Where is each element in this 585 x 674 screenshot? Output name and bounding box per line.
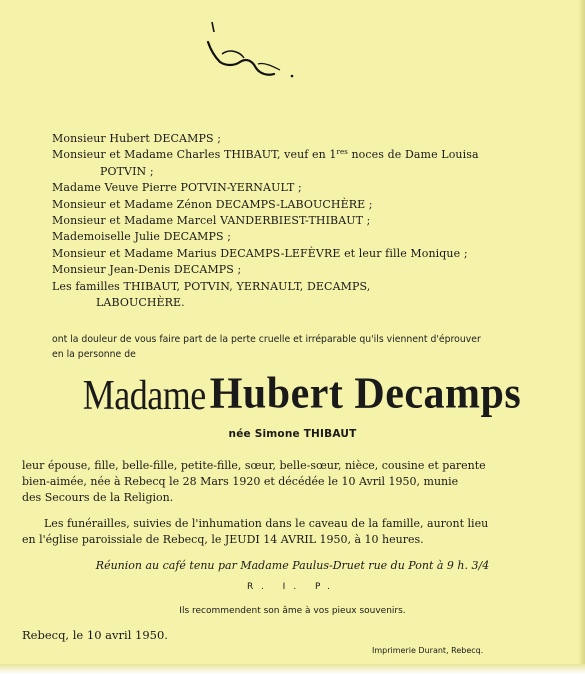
paper-edge-bottom xyxy=(0,664,585,674)
family-line: Mademoiselle Julie DECAMPS ; xyxy=(52,230,232,244)
calligraphic-cross-icon xyxy=(200,18,310,88)
family-line: Monsieur et Madame Marius DECAMPS-LEFÈVRE et leur fille Monique ; xyxy=(52,246,468,260)
place-date: Rebecq, le 10 avril 1950. xyxy=(22,628,168,642)
intro-line: en la personne de xyxy=(52,349,136,360)
paper-edge-right xyxy=(579,0,585,674)
intro-line: ont la douleur de vous faire part de la perte cruelle et irréparable qu'ils viennent d'éprouver xyxy=(52,334,481,345)
reunion-note: Réunion au café tenu par Madame Paulus-Druet rue du Pont à 9 h. 3/4 xyxy=(95,559,490,572)
deceased-details xyxy=(22,458,562,506)
details-line: leur épouse, fille, belle-fille, petite-fille, sœur, belle-sœur, nièce, cousine et parente xyxy=(22,459,486,472)
funeral-line: en l'église paroissiale de Rebecq, le JEUDI 14 AVRIL 1950, à 10 heures. xyxy=(22,533,424,546)
family-line: Monsieur Jean-Denis DECAMPS ; xyxy=(52,263,242,277)
maiden-name: née Simone THIBAUT xyxy=(228,428,357,440)
family-line: POTVIN ; xyxy=(100,164,154,178)
recommendation-text: Ils recommendent son âme à vos pieux souvenirs. xyxy=(179,606,406,616)
deceased-name xyxy=(22,370,582,418)
family-line: LABOUCHÈRE. xyxy=(96,296,185,310)
details-line: bien-aimée, née à Rebecq le 28 Mars 1920 et décédée le 10 Avril 1950, munie xyxy=(22,475,459,488)
funeral-info xyxy=(22,516,562,548)
details-line: des Secours de la Religion. xyxy=(22,491,174,504)
deceased-prefix: Madame xyxy=(82,371,206,419)
family-line: Monsieur et Madame Zénon DECAMPS-LABOUCHÈRE ; xyxy=(52,197,373,211)
funeral-line: Les funérailles, suivies de l'inhumation dans le caveau de la famille, auront lieu xyxy=(44,517,489,530)
family-line: Monsieur et Madame Marcel VANDERBIEST-THIBAUT ; xyxy=(52,214,371,228)
rip-text: R. I. P. xyxy=(247,582,338,592)
family-line: Monsieur Hubert DECAMPS ; xyxy=(52,132,221,145)
family-line: Madame Veuve Pierre POTVIN-YERNAULT ; xyxy=(52,181,302,195)
deceased-fullname: Hubert Decamps xyxy=(209,369,522,419)
printer-credit: Imprimerie Durant, Rebecq. xyxy=(372,646,484,655)
family-line: Monsieur et Madame Charles THIBAUT, veuf en 1res noces de Dame Louisa xyxy=(52,148,479,162)
family-line: Les familles THIBAUT, POTVIN, YERNAULT, DECAMPS, xyxy=(52,279,371,293)
announcement-intro xyxy=(52,332,572,362)
family-list xyxy=(52,131,562,311)
